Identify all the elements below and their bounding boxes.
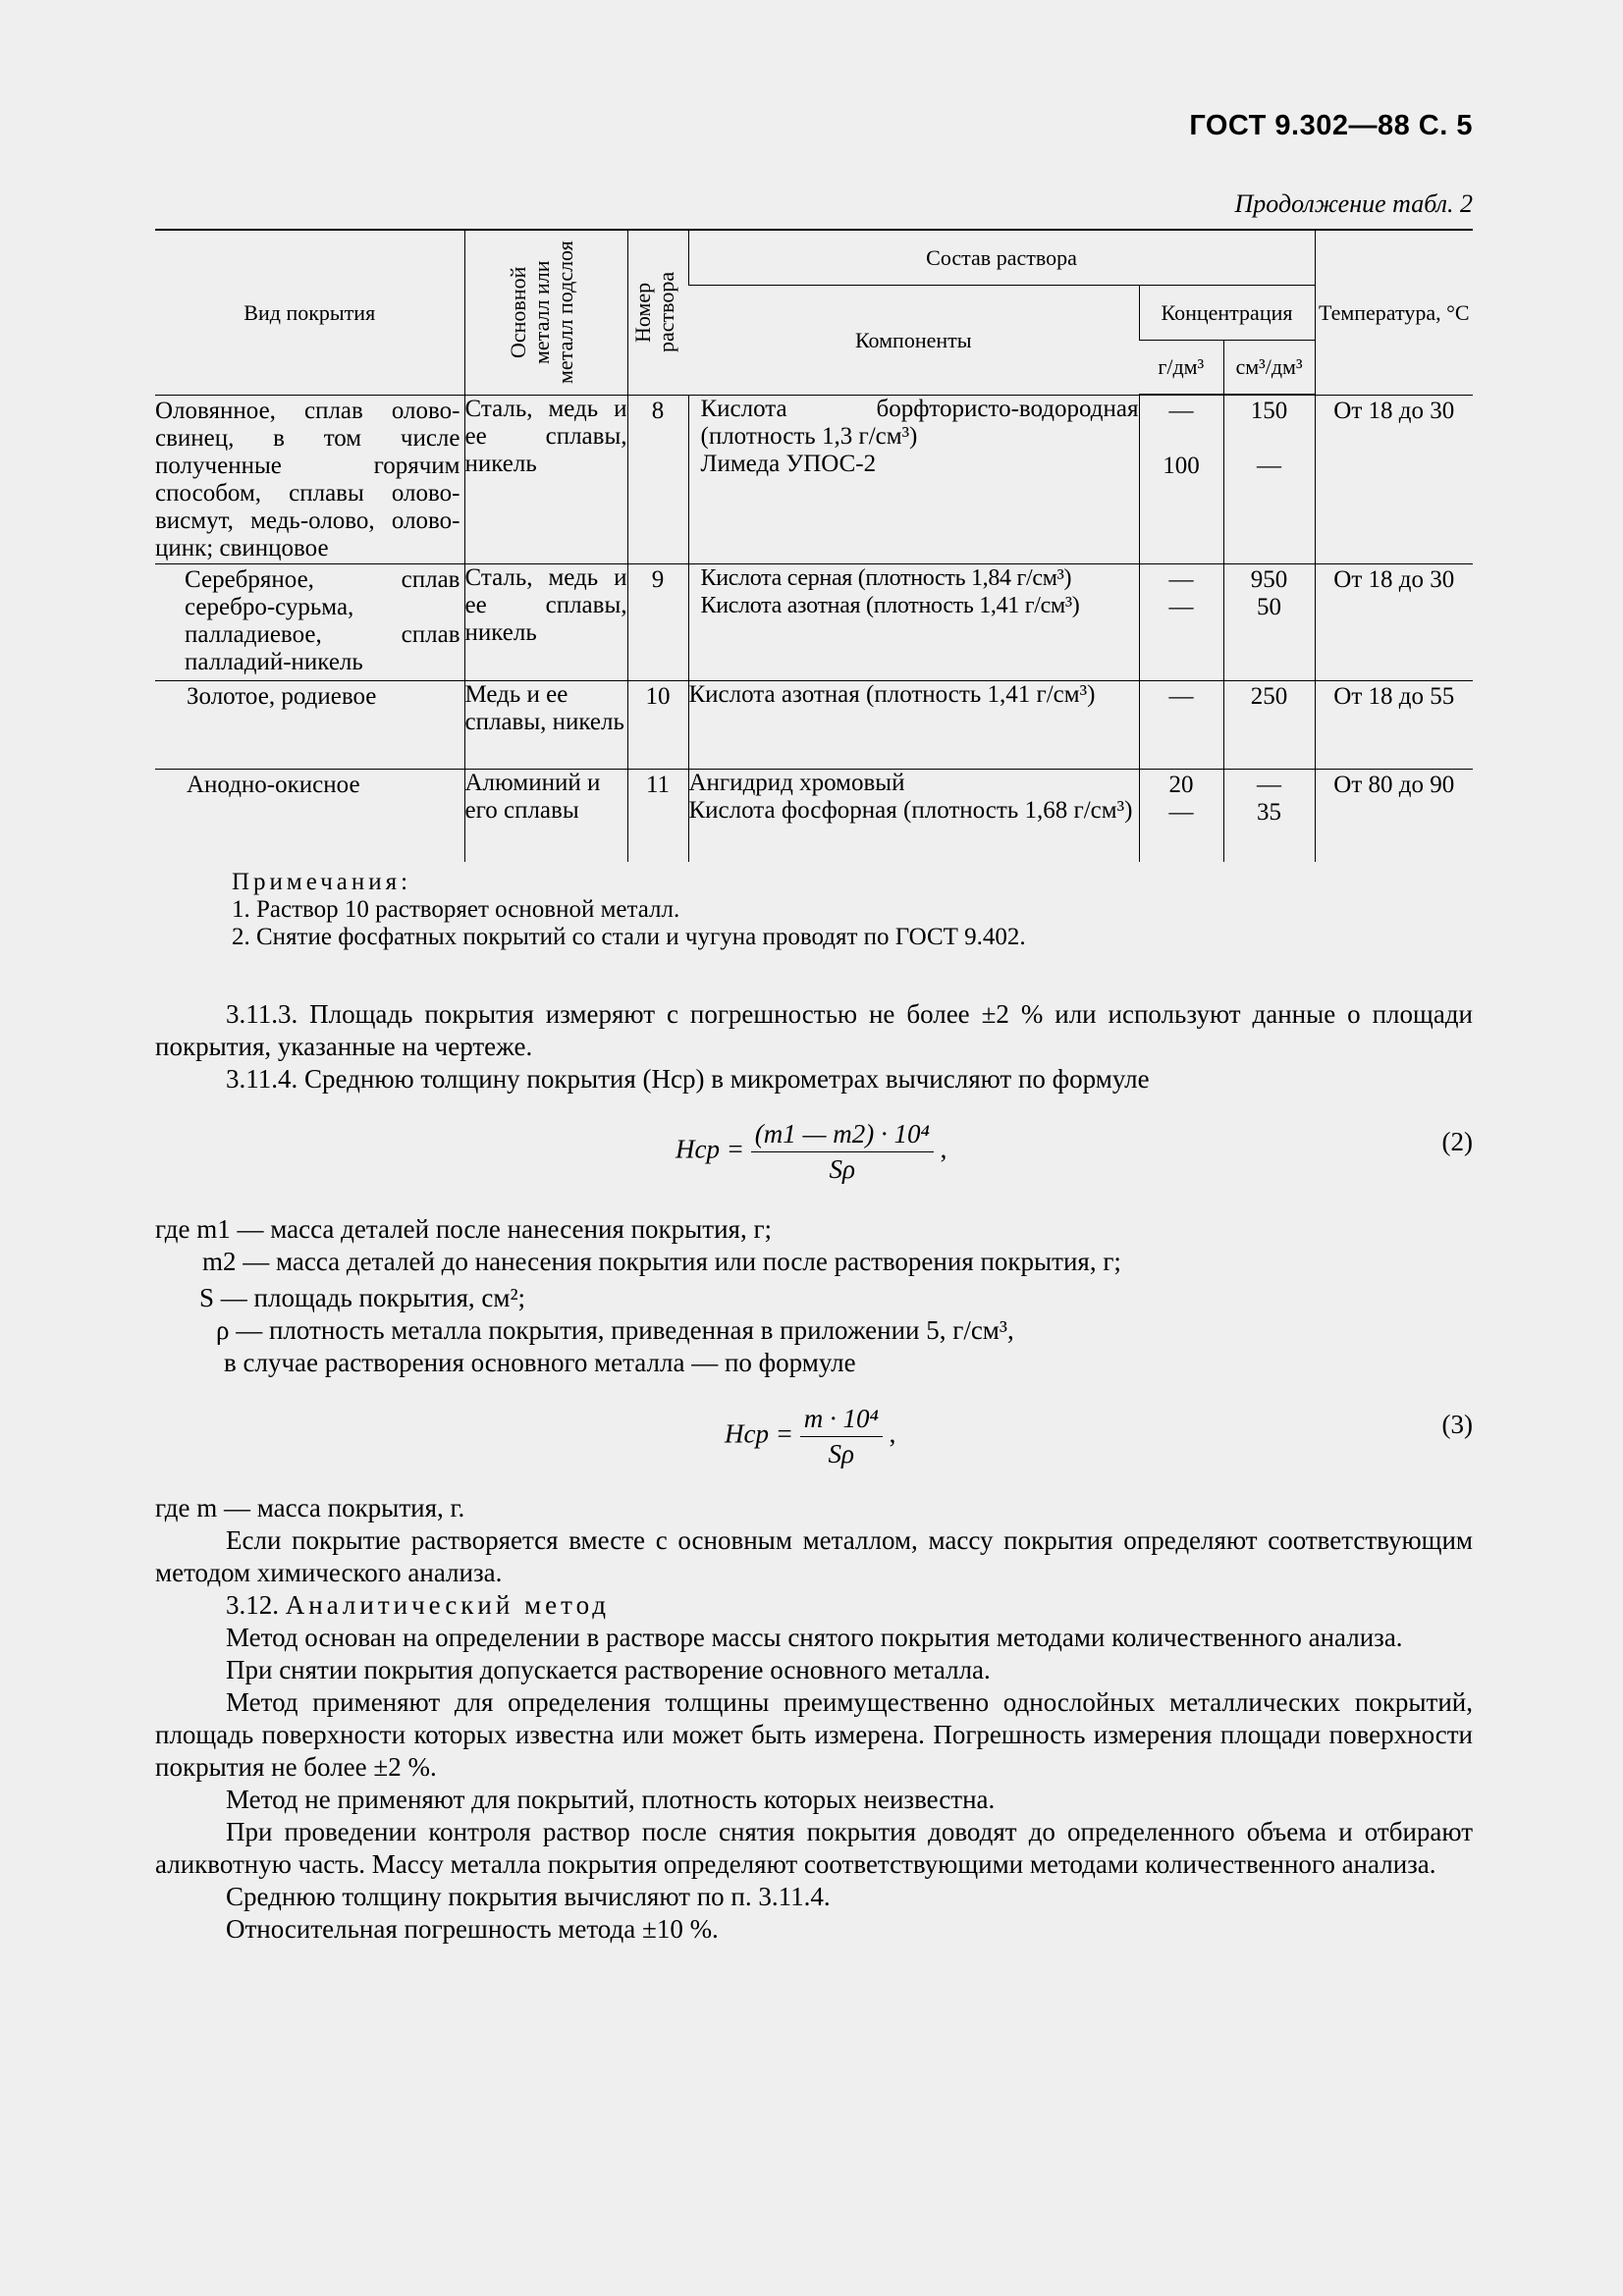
paragraph: Если покрытие растворяется вместе с основным металлом, массу покрытия определяют соответствующим методом химического анализа. (155, 1525, 1473, 1587)
cell-type: Серебряное, сплав серебро-сурьма, палладиевое, сплав палладий-никель (155, 563, 464, 680)
table-continuation: Продолжение табл. 2 (1234, 189, 1473, 218)
formula-numerator: (m1 — m2) · 10⁴ (751, 1119, 934, 1152)
cell-base: Сталь, медь и ее сплавы, никель (464, 563, 627, 680)
formula-lhs: Hср = (676, 1134, 744, 1164)
th-cm3-dm3: см³/дм³ (1223, 340, 1315, 395)
section-heading (155, 1589, 1473, 1622)
paragraph: Метод основан на определении в растворе массы снятого покрытия методами количественного анализа. (226, 1623, 1403, 1652)
paragraph: Метод не применяют для покрытий, плотность которых неизвестна. (226, 1785, 996, 1814)
paragraph: Метод применяют для определения толщины преимущественно однослойных металлических покрытий, площадь поверхности которых известна или может быть измерена. Погрешность измерения площади поверхности покрытия не более ±2 %. (155, 1687, 1473, 1782)
cell-temp: От 18 до 55 (1315, 680, 1473, 769)
paragraph: При проведении контроля раствор после снятия покрытия доводят до определенного объема и отбирают аликвотную часть. Массу металла покрытия определяют соответствующими методами количественного анализа. (155, 1817, 1473, 1879)
paragraph: Относительная погрешность метода ±10 %. (226, 1914, 719, 1944)
definition: S — площадь покрытия, см²; (199, 1283, 526, 1312)
definition: в случае растворения основного металла — по формуле (224, 1348, 856, 1377)
formula-denominator: Sρ (829, 1154, 855, 1184)
section-3-12 (155, 1492, 1473, 1946)
cell-g: — (1168, 798, 1194, 826)
cell-cm: 50 (1257, 593, 1282, 620)
th-g-dm3: г/дм³ (1139, 340, 1223, 395)
cell-comp: Кислота азотная (плотность 1,41 г/см³) (688, 680, 1096, 708)
section-number: 3.12. (226, 1590, 279, 1620)
cell-cm: 950 (1250, 565, 1288, 593)
cell-cm: 35 (1257, 798, 1282, 826)
definition: где m1 — масса деталей после нанесения покрытия, г; (155, 1214, 773, 1244)
formula-3: Hср = $\frac{\text{m · 10⁴}}{S\rho}$ , (725, 1404, 896, 1468)
cell-temp: От 18 до 30 (1315, 563, 1473, 680)
formula-lhs: Hср = (725, 1418, 793, 1449)
cell-g: — (1168, 565, 1194, 593)
cell-base: Алюминий и его сплавы (464, 769, 627, 862)
cell-g: — (1168, 398, 1194, 424)
definition: ρ — плотность металла покрытия, приведенная в приложении 5, г/см³, (216, 1315, 1014, 1345)
cell-type: Анодно-окисное (155, 769, 464, 862)
cell-comp: Кислота серная (плотность 1,84 г/см³) (700, 564, 1072, 591)
cell-cm: — (1257, 771, 1282, 798)
cell-cm: 250 (1223, 680, 1315, 769)
section-title: Аналитический метод (285, 1590, 611, 1620)
paragraph: 3.11.3. Площадь покрытия измеряют с погрешностью не более ±2 % или используют данные о площади покрытия, указанные на чертеже. (155, 999, 1473, 1061)
variable-definitions (155, 1213, 1473, 1379)
note-item: 2. Снятие фосфатных покрытий со стали и чугуна проводят по ГОСТ 9.402. (232, 924, 1026, 950)
cell-num: 11 (627, 769, 688, 862)
definition: где m — масса покрытия, г. (155, 1493, 465, 1522)
formula-2: Hср = $\frac{\text{(m1 — m2) · 10⁴}}{S\rho}$ , (676, 1119, 947, 1184)
formula-denominator: Sρ (828, 1439, 854, 1468)
cell-g: — (1139, 680, 1223, 769)
table-row (155, 769, 1473, 862)
cell-comp: Ангидрид хромовый (688, 769, 905, 796)
paragraph: Среднюю толщину покрытия вычисляют по п. 3.11.4. (226, 1882, 831, 1911)
cell-comp: Кислота азотная (плотность 1,41 г/см³) (700, 592, 1080, 618)
table-notes (232, 869, 1026, 951)
definition: m2 — масса деталей до нанесения покрытия или после растворения покрытия, г; (202, 1247, 1121, 1276)
formula-number: (2) (1441, 1127, 1473, 1156)
cell-comp: Лимеда УПОС-2 (700, 450, 877, 477)
cell-g: 100 (1163, 453, 1200, 479)
cell-cm: 150 (1250, 398, 1288, 424)
cell-type: Золотое, родиевое (155, 680, 464, 769)
cell-g: 20 (1168, 771, 1194, 798)
table-row (155, 563, 1473, 680)
cell-base: Медь и ее сплавы, никель (464, 680, 627, 769)
table-row (155, 395, 1473, 563)
cell-num: 9 (627, 563, 688, 680)
th-num: Номер раствора (627, 230, 688, 395)
section-3-11-3 (155, 998, 1473, 1095)
notes-title: Примечания: (232, 869, 412, 895)
th-temp: Температура, °С (1315, 230, 1473, 395)
cell-comp: Кислота борфтористо-водородная (плотность 1,3 г/см³) (700, 395, 1139, 450)
cell-base: Сталь, медь и ее сплавы, никель (464, 395, 627, 563)
th-base: Основной металл или металл подслоя (464, 230, 627, 395)
page-header: ГОСТ 9.302—88 С. 5 (1189, 110, 1473, 141)
th-composition: Состав раствора (688, 230, 1315, 285)
solutions-table (155, 229, 1473, 862)
cell-num: 10 (627, 680, 688, 769)
th-components: Компоненты (688, 285, 1139, 395)
formula-numerator: m · 10⁴ (800, 1404, 883, 1437)
th-concentration: Концентрация (1139, 285, 1315, 340)
cell-comp: Кислота фосфорная (плотность 1,68 г/см³) (688, 796, 1133, 824)
paragraph: 3.11.4. Среднюю толщину покрытия (Hср) в микрометрах вычисляют по формуле (226, 1064, 1150, 1094)
th-type: Вид покрытия (155, 230, 464, 395)
note-item: 1. Раствор 10 растворяет основной металл. (232, 896, 680, 923)
cell-type: Оловянное, сплав олово-свинец, в том числе полученные горячим способом, сплавы олово-висмут, медь-олово, олово-цинк; свинцовое (155, 397, 460, 561)
paragraph: При снятии покрытия допускается растворение основного металла. (226, 1655, 991, 1684)
table-row (155, 680, 1473, 769)
cell-temp: От 80 до 90 (1315, 769, 1473, 862)
cell-temp: От 18 до 30 (1315, 395, 1473, 563)
cell-cm: — (1257, 453, 1282, 479)
cell-num: 8 (627, 395, 688, 563)
cell-g: — (1168, 593, 1194, 620)
formula-number: (3) (1441, 1410, 1473, 1439)
